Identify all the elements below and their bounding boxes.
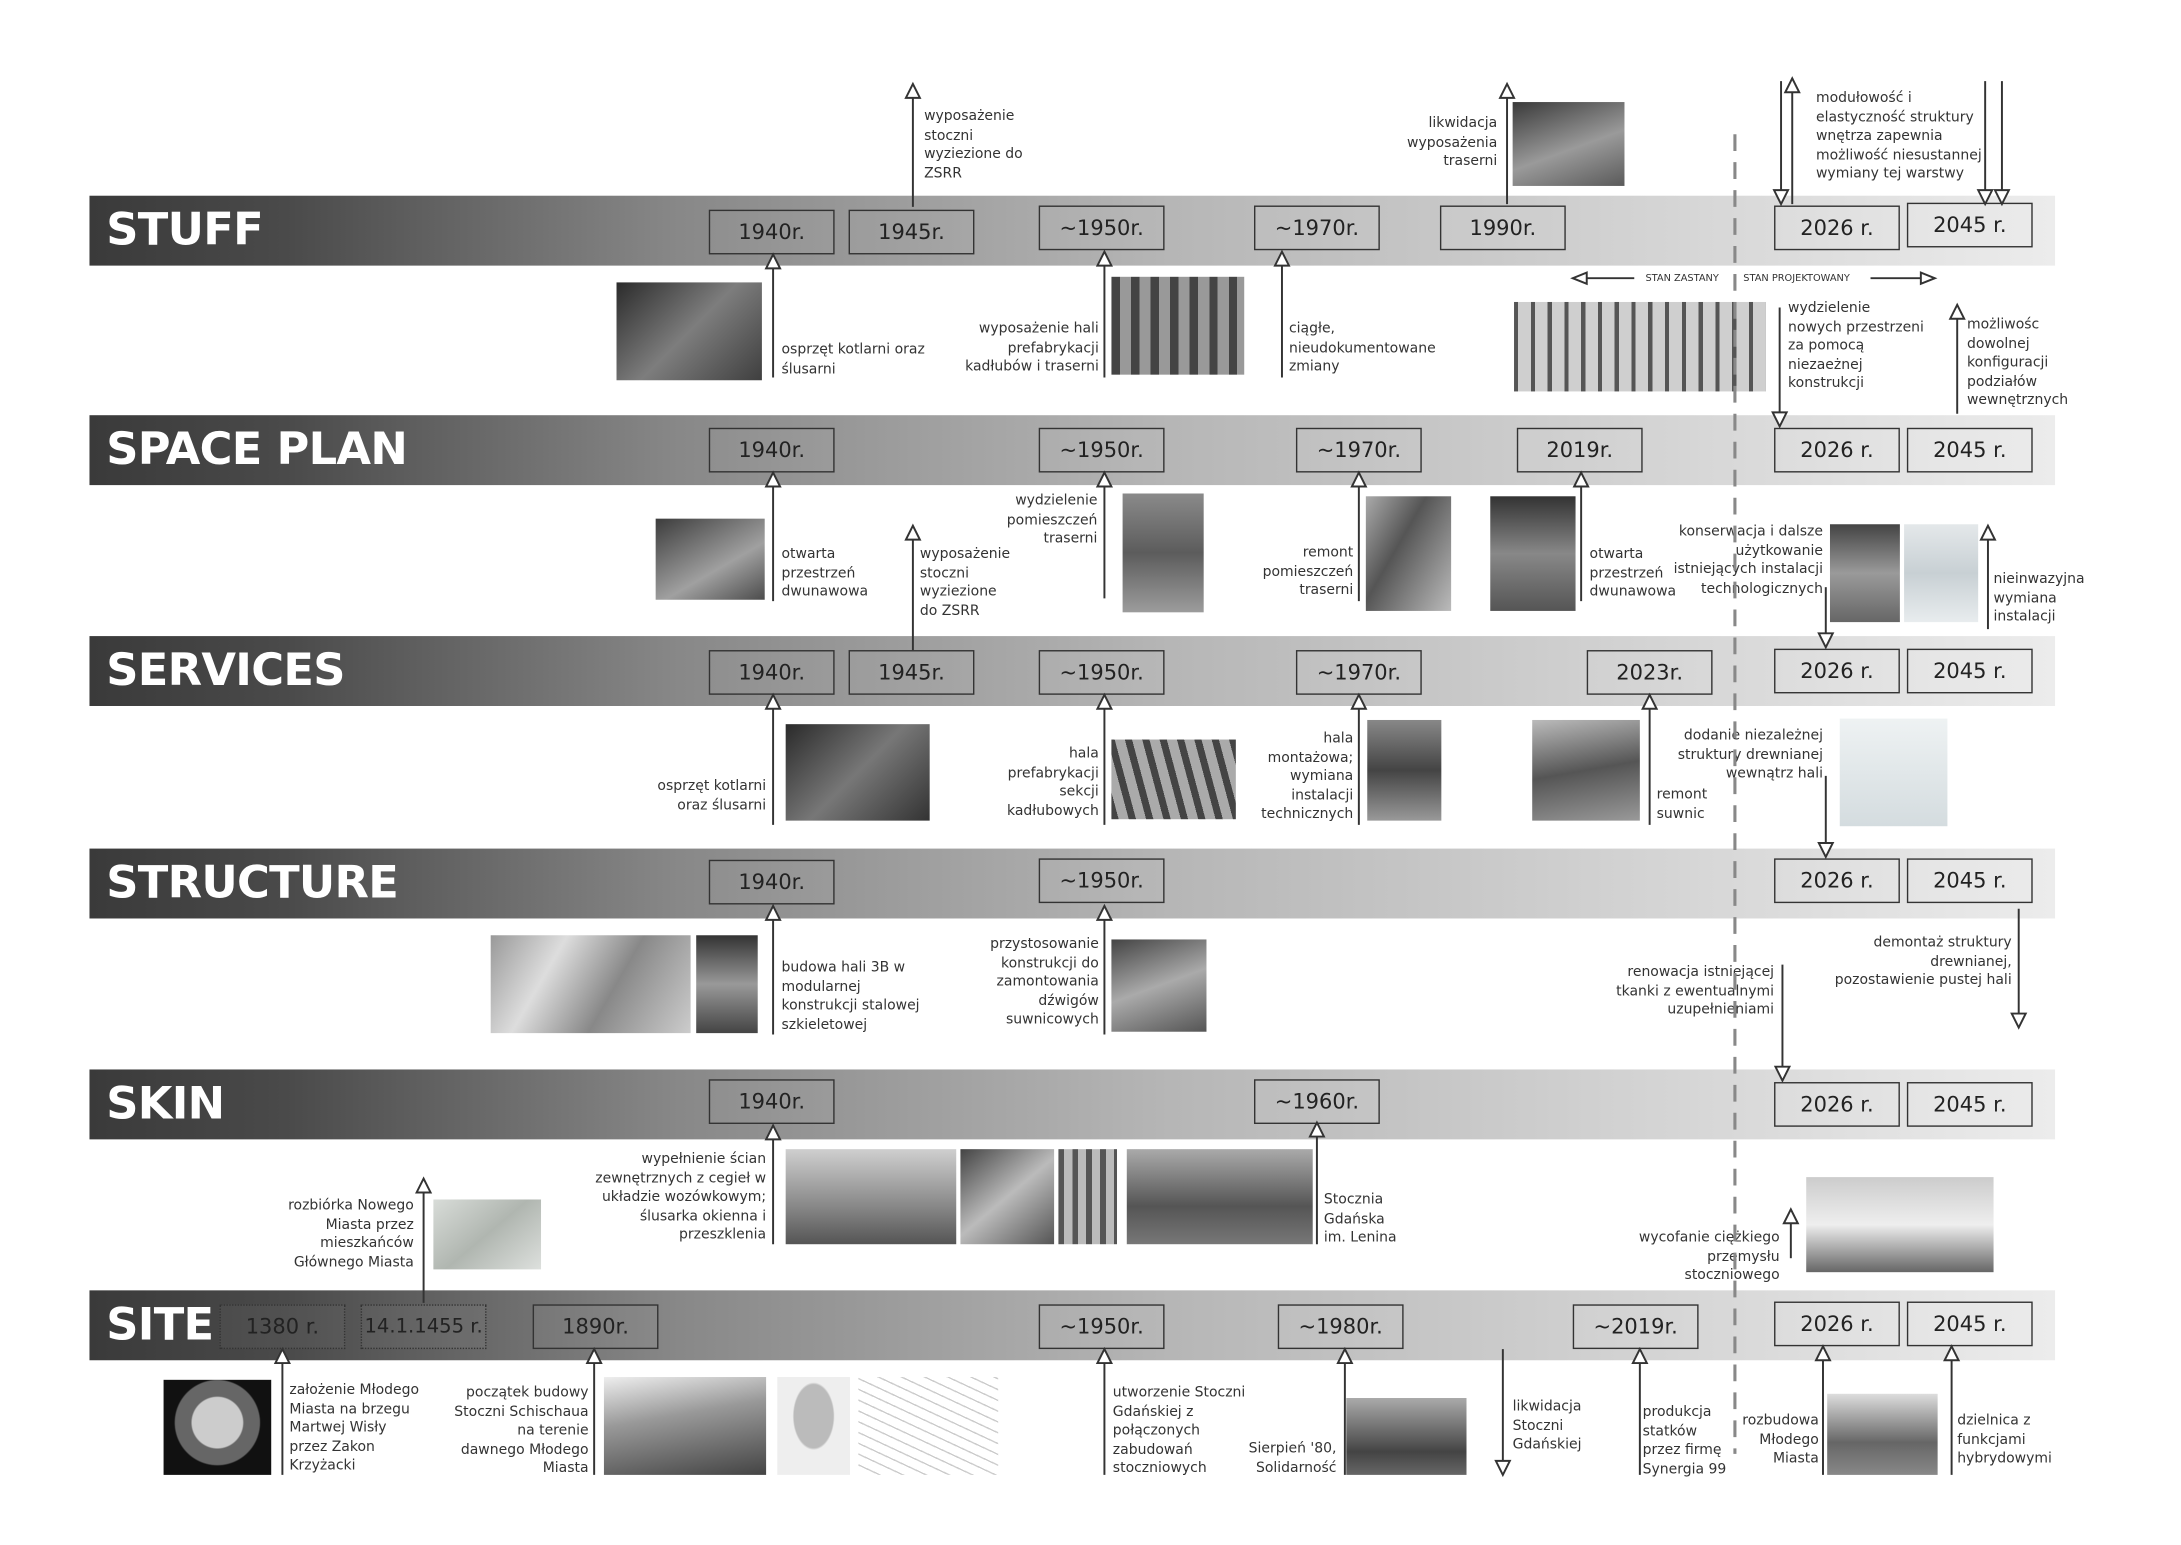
note: nieinwazyjna wymiana instalacji — [1993, 571, 2085, 625]
arrow-head — [766, 695, 780, 709]
note: wyposażenie stoczni wyziezione do ZSRR — [924, 109, 1023, 182]
note: początek budowy Stoczni Schischaua na terenie dawnego Młodego Miasta — [454, 1385, 589, 1477]
year-box: 2045 r. — [1907, 428, 2033, 473]
arrow-head — [1097, 906, 1111, 920]
arrow-head — [766, 906, 780, 920]
year-box: 1940r. — [709, 428, 835, 473]
year-box: 2045 r. — [1907, 649, 2033, 694]
note: możliwośc dowolnej konfiguracji podziałów wewnętrznych — [1966, 317, 2069, 409]
year-box: 1940r. — [709, 860, 835, 905]
note: przystosowanie konstrukcji do zamontowania dźwigów suwnicowych — [990, 936, 1099, 1028]
arrow-head — [1945, 1346, 1959, 1360]
year-box: ~2019r. — [1573, 1304, 1699, 1349]
arrow-head — [1785, 78, 1799, 92]
note: otwarta przestrzeń dwunawowa — [781, 546, 869, 600]
layer-title-services: SERVICES — [106, 643, 345, 697]
arrow-head — [1773, 412, 1787, 426]
state-arrow-head — [1573, 273, 1587, 284]
arrow-head — [1774, 190, 1788, 204]
note: hala prefabrykacji sekcji kadłubowych — [1007, 746, 1099, 819]
note: modułowość i elastyczność struktury wnętrza zapewnia możliwość niesustannej wymiany tej warstwy — [1816, 90, 1982, 182]
year-box: 2026 r. — [1774, 428, 1900, 473]
year-box: 2045 r. — [1907, 203, 2033, 248]
state-label-designed: STAN PROJEKTOWANY — [1743, 272, 1850, 284]
arrow-head — [417, 1179, 431, 1193]
year-box: 1890r. — [533, 1304, 659, 1349]
arrow-head — [766, 473, 780, 487]
year-box: 2026 r. — [1774, 1302, 1900, 1347]
year-box: ~1970r. — [1296, 428, 1422, 473]
arrow-group — [275, 78, 2025, 1475]
note: dodanie niezależnej struktury drewnianej wewnątrz hali — [1677, 728, 1823, 782]
year-box: 14.1.1455 r. — [361, 1304, 487, 1349]
arrow-head — [275, 1349, 289, 1363]
year-box: ~1950r. — [1039, 428, 1165, 473]
arrow-head — [1995, 190, 2009, 204]
year-box: ~1950r. — [1039, 1304, 1165, 1349]
arrow-head — [906, 84, 920, 98]
year-box: 2026 r. — [1774, 649, 1900, 694]
arrow-head — [766, 1125, 780, 1139]
arrow-head — [1352, 473, 1366, 487]
note: hala montażowa; wymiana instalacji technicznych — [1261, 731, 1354, 823]
layer-title-site: SITE — [106, 1297, 214, 1351]
year-box: ~1950r. — [1039, 206, 1165, 251]
arrow-head — [1978, 190, 1992, 204]
year-box: 1940r. — [709, 1079, 835, 1124]
note: rozbudowa Młodego Miasta — [1742, 1413, 1819, 1467]
year-box: 2019r. — [1517, 428, 1643, 473]
note: produkcja statków przez firmę Synergia 99 — [1642, 1404, 1727, 1477]
note: wycofanie ciężkiego przemysłu stoczniowego — [1638, 1230, 1780, 1284]
note: Sierpień '80, Solidarność — [1248, 1441, 1337, 1476]
year-box: 2045 r. — [1907, 1302, 2033, 1347]
arrow-head — [1784, 1209, 1798, 1223]
arrow-head — [1097, 1349, 1111, 1363]
arrow-head — [1981, 526, 1995, 540]
note: rozbiórka Nowego Miasta przez mieszkańców Głównego Miasta — [288, 1198, 414, 1271]
note: Stocznia Gdańska im. Lenina — [1323, 1192, 1397, 1246]
note: likwidacja wyposażenia traserni — [1407, 116, 1498, 170]
year-box: 2045 r. — [1907, 858, 2033, 903]
layer-title-stuff: STUFF — [106, 202, 263, 256]
note: dzielnica z funkcjami hybrydowymi — [1957, 1413, 2052, 1467]
note: wydzielenie nowych przestrzeni za pomocą niezaeżnej konstrukcji — [1788, 300, 1924, 392]
year-box: ~1960r. — [1254, 1079, 1380, 1124]
year-box: ~1950r. — [1039, 858, 1165, 903]
note: wypełnienie ścian zewnętrznych z cegieł w układzie wozówkowym; ślusarka okienna i przeszklenia — [595, 1151, 767, 1243]
arrow-head — [1097, 695, 1111, 709]
year-box: 2026 r. — [1774, 206, 1900, 251]
layer-title-space-plan: SPACE PLAN — [106, 422, 408, 476]
arrow-head — [1097, 252, 1111, 266]
arrow-head — [1275, 252, 1289, 266]
year-box: ~1970r. — [1296, 650, 1422, 695]
arrow-head — [1500, 84, 1514, 98]
note: ciągłe, nieudokumentowane zmiany — [1288, 321, 1436, 375]
year-box: 1945r. — [849, 650, 975, 695]
year-box: ~1980r. — [1278, 1304, 1404, 1349]
arrow-head — [1775, 1067, 1789, 1081]
year-box: 2026 r. — [1774, 858, 1900, 903]
arrow-head — [2012, 1014, 2026, 1028]
note: osprzęt kotlarni oraz ślusarni — [781, 342, 925, 377]
note: renowacja istniejącej tkanki z ewentualnymi uzupełnieniami — [1616, 964, 1775, 1018]
note: osprzęt kotlarni oraz ślusarni — [657, 778, 767, 813]
year-box: ~1950r. — [1039, 650, 1165, 695]
arrow-head — [1310, 1123, 1324, 1137]
year-box: ~1970r. — [1254, 206, 1380, 251]
arrow-head — [587, 1349, 601, 1363]
note: remont pomieszczeń traserni — [1262, 545, 1354, 599]
arrow-head — [1819, 633, 1833, 647]
arrow-head — [1950, 305, 1964, 319]
arrow-head — [1352, 695, 1366, 709]
year-box: 2023r. — [1587, 650, 1713, 695]
arrow-head — [1496, 1461, 1510, 1475]
note: likwidacja Stoczni Gdańskiej — [1512, 1399, 1582, 1453]
year-box: 1940r. — [709, 650, 835, 695]
arrow-head — [1819, 843, 1833, 857]
arrow-head — [1633, 1349, 1647, 1363]
note: założenie Młodego Miasta na brzegu Martwej Wisły przez Zakon Krzyżacki — [289, 1382, 420, 1474]
arrow-head — [1816, 1346, 1830, 1360]
note: konserwacja i dalsze użytkowanie istniejących instalacji technologicznych — [1673, 524, 1823, 597]
state-arrow-head — [1921, 273, 1935, 284]
note: budowa hali 3B w modularnej konstrukcji stalowej szkieletowej — [781, 960, 920, 1033]
year-box: 1380 r. — [219, 1304, 345, 1349]
year-box: 2045 r. — [1907, 1082, 2033, 1127]
note: wydzielenie pomieszczeń traserni — [1006, 493, 1098, 547]
layer-title-skin: SKIN — [106, 1076, 225, 1130]
arrow-head — [1574, 473, 1588, 487]
layer-title-structure: STRUCTURE — [106, 855, 399, 909]
year-box: 2026 r. — [1774, 1082, 1900, 1127]
arrow-head — [1097, 473, 1111, 487]
note: wyposażenie hali prefabrykacji kadłubów i traserni — [965, 321, 1099, 375]
year-box: 1940r. — [709, 210, 835, 255]
arrow-head — [1338, 1349, 1352, 1363]
arrow-head — [1643, 695, 1657, 709]
arrow-head — [906, 526, 920, 540]
year-box: 1945r. — [849, 210, 975, 255]
arrow-head — [766, 254, 780, 268]
state-label-existing: STAN ZASTANY — [1645, 272, 1719, 284]
year-box: 1990r. — [1440, 206, 1566, 251]
note: remont suwnic — [1656, 787, 1708, 822]
note: demontaż struktury drewnianej, pozostawienie pustej hali — [1834, 935, 2012, 989]
note: utworzenie Stoczni Gdańskiej z połączonych zabudowań stoczniowych — [1112, 1385, 1246, 1477]
note: wyposażenie stoczni wyziezione do ZSRR — [919, 546, 1011, 619]
note: otwarta przestrzeń dwunawowa — [1589, 546, 1677, 600]
